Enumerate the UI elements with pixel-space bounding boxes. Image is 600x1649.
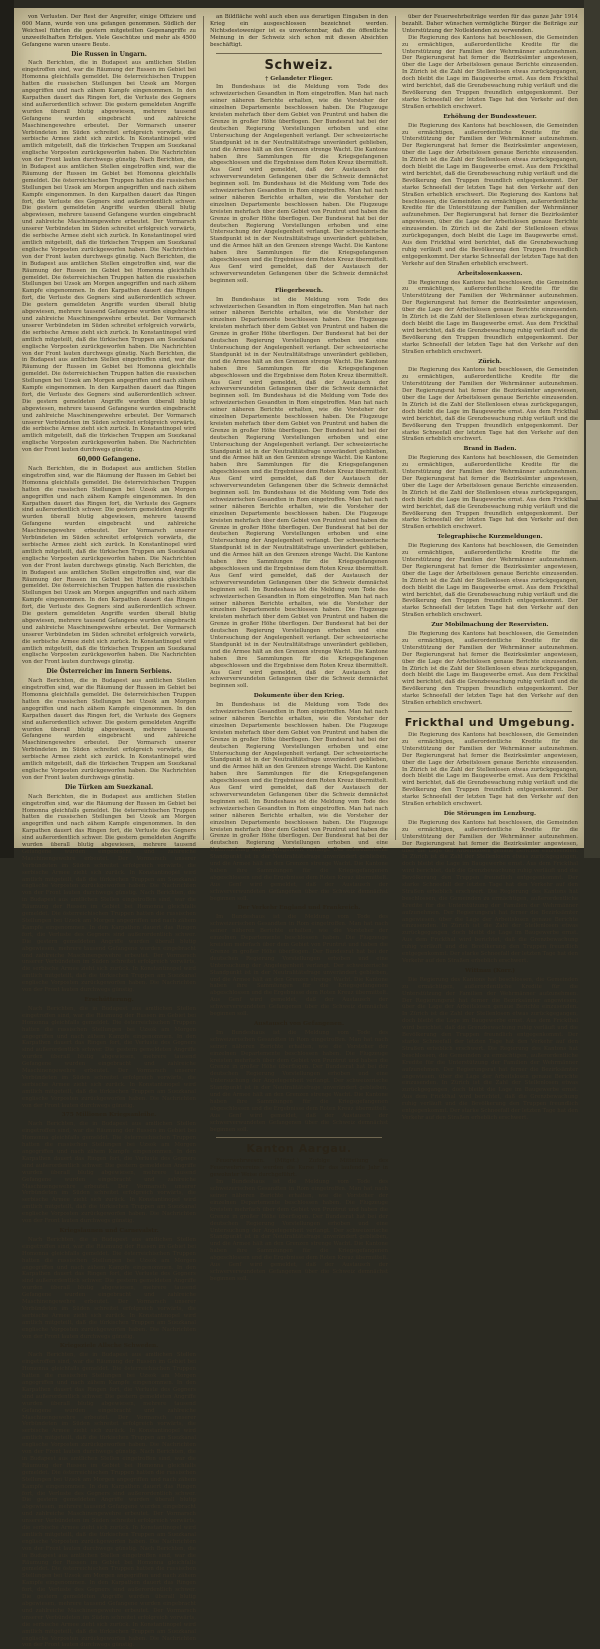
section-title-frickthal: Frickthal und Umgebung. [404, 716, 576, 729]
book-binding-right [584, 0, 600, 858]
article-heading: Telegraphische Kurzmeldungen. [437, 534, 543, 541]
article-text: Nach Berichten, die in Budapest aus amtlichen Stellen eingetroffen sind, war die Räumung der Russen im Gebiet bei Homonna gleichfalls gemeldet. Die österreichischen Truppen hatten die russischen Stellungen bei Uzsok am Morgen angegriffen und nach zähem Kampfe eingenommen. In den Karpathen dauert das Ringen fort, die Verluste des Gegners sind außerordentlich schwer. Die gestern gemeldeten Angriffe wurden überall blutig abgewiesen, mehrere tausend Gefangene wurden eingebracht und zahlreiche Maschinengewehre erbeutet. Der Vormarsch unserer Verbündeten im Süden schreitet erfolgreich vorwärts, die serbische Armee zieht sich zurück. In Konstantinopel wird amtlich mitgeteilt, daß die türkischen Truppen am Suezkanal englische Vorposten zurückgeworfen haben. Die Nachrichten von der Front lauten durchwegs günstig. Nach Berichten, die in Budapest aus amtlichen Stellen eingetroffen sind, war die Räumung der Russen im Gebiet bei Homonna gleichfalls gemeldet. Die österreichischen Truppen hatten die russischen Stellungen bei Uzsok am Morgen angegriffen und nach zähem Kampfe eingenommen. In den Karpathen dauert das Ringen fort, die Verluste des Gegners sind außerordentlich schwer. Die gestern gemeldeten Angriffe wurden überall blutig abgewiesen, mehrere tausend Gefangene wurden eingebracht und zahlreiche Maschinengewehre erbeutet. Der Vormarsch unserer Verbündeten im Süden schreitet erfolgreich vorwärts, die serbische Armee zieht sich zurück. In Konstantinopel wird amtlich mitgeteilt, daß die türkischen Truppen am Suezkanal englische Vorposten zurückgeworfen haben. Die Nachrichten von der Front lauten durchwegs günstig. [22, 466, 196, 666]
divider [216, 1137, 382, 1138]
article-text: Im Bundeshaus ist die Meldung vom Tode des schweizerischen Gesandten in Rom eingetroffen. Man hat nach seiner näheren Berichte erhalten, wie die Vorsteher der einzelnen Departemente beschlossen haben. Die Flugzeuge kreisten mehrfach über dem Gebiet von Pruntrut und haben die Grenze in großer Höhe überflogen. Der Bundesrat hat bei der deutschen Regierung Vorstellungen erhoben und eine Untersuchung der Angelegenheit verlangt. Der schweizerische Standpunkt ist in der Neutralitätsfrage unverändert geblieben, und die Armee hält an den Grenzen strenge Wacht. Die Kantone haben ihre Sammlungen für die Kriegsgefangenen abgeschlossen und die Ergebnisse dem Roten Kreuz übermittelt. Aus Genf wird gemeldet, daß der Austausch der schwerverwundeten Gefangenen über die Schweiz demnächst beginnen soll. [210, 1029, 388, 1133]
article-heading: Der Verkehr England und Frankreich. [237, 905, 361, 912]
article-text: Die Regierung des Kantons hat beschlossen, die Gemeinden zu ermächtigen, außerordentliche Kredite für die Unterstützung der Familien der Wehrmänner aufzunehmen. Der Regierungsrat hat ferner die Bezirksämter angewiesen, über die Lage der Arbeitslosen genaue Berichte einzusenden. In Zürich ist die Zahl der Stellenlosen etwas zurückgegangen, doch bleibt die Lage im Baugewerbe ernst. Aus dem Frickthal wird berichtet, daß die Grenzbewachung ruhig verläuft und die Bevölkerung den Truppen freundlich entgegenkommt. Der starke Schneefall der letzten Tage hat den Verkehr auf den Straßen erheblich erschwert. [402, 631, 578, 707]
article-heading: Brand in Baden. [463, 446, 517, 453]
article-heading: Arbeitslosenkassen. [457, 270, 523, 277]
article-text: Die Regierung des Kantons hat beschlossen, die Gemeinden zu ermächtigen, außerordentliche Kredite für die Unterstützung der Familien der Wehrmänner aufzunehmen. Der Regierungsrat hat ferner die Bezirksämter angewiesen, über die Lage der Arbeitslosen genaue Berichte einzusenden. In Zürich ist die Zahl der Stellenlosen etwas zurückgegangen, doch bleibt die Lage im Baugewerbe ernst. Aus dem Frickthal wird berichtet, daß die Grenzbewachung ruhig verläuft und die Bevölkerung den Truppen freundlich entgegenkommt. Der starke Schneefall der letzten Tage hat den Verkehr auf den Straßen erheblich erschwert. Die Regierung des Kantons hat beschlossen, die Gemeinden zu ermächtigen, außerordentliche Kredite für die Unterstützung der Familien der Wehrmänner aufzunehmen. Der Regierungsrat hat ferner die Bezirksämter angewiesen, über die Lage der Arbeitslosen genaue Berichte einzusenden. In Zürich ist die Zahl der Stellenlosen etwas zurückgegangen, doch bleibt die Lage im Baugewerbe ernst. Aus dem Frickthal wird berichtet, daß die Grenzbewachung ruhig verläuft und die Bevölkerung den Truppen freundlich entgegenkommt. Der starke Schneefall der letzten Tage hat den Verkehr auf den Straßen erheblich erschwert. [402, 122, 578, 267]
article-text: Die Regierung des Kantons hat beschlossen, die Gemeinden zu ermächtigen, außerordentliche Kredite für die Unterstützung der Familien der Wehrmänner aufzunehmen. Der Regierungsrat hat ferner die Bezirksämter angewiesen, über die Lage der Arbeitslosen genaue Berichte einzusenden. In Zürich ist die Zahl der Stellenlosen etwas zurückgegangen, doch bleibt die Lage im Baugewerbe ernst. Aus dem Frickthal wird berichtet, daß die Grenzbewachung ruhig verläuft und die Bevölkerung den Truppen freundlich entgegenkommt. Der starke Schneefall der letzten Tage hat den Verkehr auf den Straßen erheblich erschwert. [402, 279, 578, 355]
article-heading: Die Österreicher im Innern Serbiens. [46, 668, 172, 676]
article-heading: Kriegsziele Allsche Schweden. [59, 1343, 159, 1350]
article-text: Die Regierung des Kantons hat beschlossen, die Gemeinden zu ermächtigen, außerordentliche Kredite für die Unterstützung der Familien der Wehrmänner aufzunehmen. Der Regierungsrat hat ferner die Bezirksämter angewiesen, über die Lage der Arbeitslosen genaue Berichte einzusenden. In Zürich ist die Zahl der Stellenlosen etwas zurückgegangen, doch bleibt die Lage im Baugewerbe ernst. Aus dem Frickthal wird berichtet, daß die Grenzbewachung ruhig verläuft und die Bevölkerung den Truppen freundlich entgegenkommt. Der starke Schneefall der letzten Tage hat den Verkehr auf den Straßen erheblich erschwert. [402, 732, 578, 808]
article-text: Nach Berichten, die in Budapest aus amtlichen Stellen eingetroffen sind, war die Räumung der Russen im Gebiet bei Homonna gleichfalls gemeldet. Die österreichischen Truppen hatten die russischen Stellungen bei Uzsok am Morgen angegriffen und nach zähem Kampfe eingenommen. In den Karpathen dauert das Ringen fort, die Verluste des Gegners sind außerordentlich schwer. Die gestern gemeldeten Angriffe wurden überall blutig abgewiesen, mehrere tausend Gefangene wurden eingebracht und zahlreiche Maschinengewehre erbeutet. Der Vormarsch unserer Verbündeten im Süden schreitet erfolgreich vorwärts, die serbische Armee zieht sich zurück. In Konstantinopel wird amtlich mitgeteilt, daß die türkischen Truppen am Suezkanal englische Vorposten zurückgeworfen haben. Die Nachrichten von der Front lauten durchwegs günstig. [22, 1121, 196, 1225]
article-text: Feuerwehrwesen. (Mitget.) Zufolge Mitteilung des Feuerwehrvereins werden die Kurse für das laufende Jahr in gewohnter Weise durchgeführt. [210, 1158, 388, 1179]
article-heading: † Gelandeter Flieger. [265, 75, 333, 82]
article-heading: Austausch von Gefangenen. [253, 1020, 345, 1027]
column-rule [203, 16, 204, 840]
article-heading: Wittnau (Korr.) [464, 967, 516, 974]
column-right [402, 14, 578, 1121]
article-text: über der Feuerwehrbeiträge werden für das ganze Jahr 1914 bezahlt. Daher wünschen vermögliche Bürger die Beiträge zur Unterstützung der Notleidenden zu verwenden. [402, 14, 578, 34]
article-text: Die Regierung des Kantons hat beschlossen, die Gemeinden zu ermächtigen, außerordentliche Kredite für die Unterstützung der Familien der Wehrmänner aufzunehmen. Der Regierungsrat hat ferner die Bezirksämter angewiesen, über die Lage der Arbeitslosen genaue Berichte einzusenden. In Zürich ist die Zahl der Stellenlosen etwas zurückgegangen, doch bleibt die Lage im Baugewerbe ernst. Aus dem Frickthal wird berichtet, daß die Grenzbewachung ruhig verläuft und die Bevölkerung den Truppen freundlich entgegenkommt. Der starke Schneefall der letzten Tage hat den Verkehr auf den Straßen erheblich erschwert. [402, 367, 578, 443]
newspaper-page [14, 8, 584, 1649]
article-text: an Bildfläche wohl auch eben aus derartigen Eingaben in den Krieg ein ausgeschlossen bezeichnet werden. Nichtsdestoweniger ist es unverkennbar, daß die öffentliche Meinung in der Schweiz sich schon mit diesen Absichten beschäftigt. [210, 14, 388, 48]
article-heading: Erhöhung der Bundessteuer. [443, 113, 537, 120]
article-text: Im Bundeshaus ist die Meldung vom Tode des schweizerischen Gesandten in Rom eingetroffen. Man hat nach seiner näheren Berichte erhalten, wie die Vorsteher der einzelnen Departemente beschlossen haben. Die Flugzeuge kreisten mehrfach über dem Gebiet von Pruntrut und haben die Grenze in großer Höhe überflogen. Der Bundesrat hat bei der deutschen Regierung Vorstellungen erhoben und eine Untersuchung der Angelegenheit verlangt. Der schweizerische Standpunkt ist in der Neutralitätsfrage unverändert geblieben, und die Armee hält an den Grenzen strenge Wacht. Die Kantone haben ihre Sammlungen für die Kriegsgefangenen abgeschlossen und die Ergebnisse dem Roten Kreuz übermittelt. Aus Genf wird gemeldet, daß der Austausch der schwerverwundeten Gefangenen über die Schweiz demnächst beginnen soll. [210, 1179, 388, 1282]
divider [216, 53, 382, 54]
book-binding-left [0, 0, 14, 858]
article-heading: Zürich. [478, 358, 502, 365]
article-text: Die Regierung des Kantons hat beschlossen, die Gemeinden zu ermächtigen, außerordentliche Kredite für die Unterstützung der Familien der Wehrmänner aufzunehmen. Der Regierungsrat hat ferner die Bezirksämter angewiesen, über die Lage der Arbeitslosen genaue Berichte einzusenden. In Zürich ist die Zahl der Stellenlosen etwas zurückgegangen, doch bleibt die Lage im Baugewerbe ernst. Aus dem Frickthal wird berichtet, daß die Grenzbewachung ruhig verläuft und die Bevölkerung den Truppen freundlich entgegenkommt. Der starke Schneefall der letzten Tage hat den Verkehr auf den Straßen erheblich erschwert. [402, 543, 578, 619]
article-text: Nach Berichten, die in Budapest aus amtlichen Stellen eingetroffen sind, war die Räumung der Russen im Gebiet bei Homonna gleichfalls gemeldet. Die österreichischen Truppen hatten die russischen Stellungen bei Uzsok am Morgen angegriffen und nach zähem Kampfe eingenommen. In den Karpathen dauert das Ringen fort, die Verluste des Gegners sind außerordentlich schwer. Die gestern gemeldeten Angriffe wurden überall blutig abgewiesen, mehrere tausend Gefangene wurden eingebracht und zahlreiche Maschinengewehre erbeutet. Der Vormarsch unserer Verbündeten im Süden schreitet erfolgreich vorwärts, die serbische Armee zieht sich zurück. In Konstantinopel wird amtlich mitgeteilt, daß die türkischen Truppen am Suezkanal englische Vorposten zurückgeworfen haben. Die Nachrichten von der Front lauten durchwegs günstig. [22, 1005, 196, 1109]
article-text: Nach Berichten, die in Budapest aus amtlichen Stellen eingetroffen sind, war die Räumung der Russen im Gebiet bei Homonna gleichfalls gemeldet. Die österreichischen Truppen hatten die russischen Stellungen bei Uzsok am Morgen angegriffen und nach zähem Kampfe eingenommen. In den Karpathen dauert das Ringen fort, die Verluste des Gegners sind außerordentlich schwer. Die gestern gemeldeten Angriffe wurden überall blutig abgewiesen, mehrere tausend Gefangene wurden eingebracht und zahlreiche Maschinengewehre erbeutet. Der Vormarsch unserer Verbündeten im Süden schreitet erfolgreich vorwärts, die serbische Armee zieht sich zurück. In Konstantinopel wird amtlich mitgeteilt, daß die türkischen Truppen am Suezkanal englische Vorposten zurückgeworfen haben. Die Nachrichten von der Front lauten durchwegs günstig. Nach Berichten, die in Budapest aus amtlichen Stellen eingetroffen sind, war die Räumung der Russen im Gebiet bei Homonna gleichfalls gemeldet. Die österreichischen Truppen hatten die russischen Stellungen bei Uzsok am Morgen angegriffen und nach zähem Kampfe eingenommen. In den Karpathen dauert das Ringen fort, die Verluste des Gegners sind außerordentlich schwer. Die gestern gemeldeten Angriffe wurden überall blutig abgewiesen, mehrere tausend Gefangene wurden eingebracht und zahlreiche Maschinengewehre erbeutet. Der Vormarsch unserer Verbündeten im Süden schreitet erfolgreich vorwärts, die serbische Armee zieht sich zurück. In Konstantinopel wird amtlich mitgeteilt, daß die türkischen Truppen am Suezkanal englische Vorposten zurückgeworfen haben. Die Nachrichten von der Front lauten durchwegs günstig. [22, 793, 196, 994]
article-text: Im Bundeshaus ist die Meldung vom Tode des schweizerischen Gesandten in Rom eingetroffen. Man hat nach seiner näheren Berichte erhalten, wie die Vorsteher der einzelnen Departemente beschlossen haben. Die Flugzeuge kreisten mehrfach über dem Gebiet von Pruntrut und haben die Grenze in großer Höhe überflogen. Der Bundesrat hat bei der deutschen Regierung Vorstellungen erhoben und eine Untersuchung der Angelegenheit verlangt. Der schweizerische Standpunkt ist in der Neutralitätsfrage unverändert geblieben, und die Armee hält an den Grenzen strenge Wacht. Die Kantone haben ihre Sammlungen für die Kriegsgefangenen abgeschlossen und die Ergebnisse dem Roten Kreuz übermittelt. Aus Genf wird gemeldet, daß der Austausch der schwerverwundeten Gefangenen über die Schweiz demnächst beginnen soll. [210, 914, 388, 1018]
article-text: Im Bundeshaus ist die Meldung vom Tode des schweizerischen Gesandten in Rom eingetroffen. Man hat nach seiner näheren Berichte erhalten, wie die Vorsteher der einzelnen Departemente beschlossen haben. Die Flugzeuge kreisten mehrfach über dem Gebiet von Pruntrut und haben die Grenze in großer Höhe überflogen. Der Bundesrat hat bei der deutschen Regierung Vorstellungen erhoben und eine Untersuchung der Angelegenheit verlangt. Der schweizerische Standpunkt ist in der Neutralitätsfrage unverändert geblieben, und die Armee hält an den Grenzen strenge Wacht. Die Kantone haben ihre Sammlungen für die Kriegsgefangenen abgeschlossen und die Ergebnisse dem Roten Kreuz übermittelt. Aus Genf wird gemeldet, daß der Austausch der schwerverwundeten Gefangenen über die Schweiz demnächst beginnen soll. Im Bundeshaus ist die Meldung vom Tode des schweizerischen Gesandten in Rom eingetroffen. Man hat nach seiner näheren Berichte erhalten, wie die Vorsteher der einzelnen Departemente beschlossen haben. Die Flugzeuge kreisten mehrfach über dem Gebiet von Pruntrut und haben die Grenze in großer Höhe überflogen. Der Bundesrat hat bei der deutschen Regierung Vorstellungen erhoben und eine Untersuchung der Angelegenheit verlangt. Der schweizerische Standpunkt ist in der Neutralitätsfrage unverändert geblieben, und die Armee hält an den Grenzen strenge Wacht. Die Kantone haben ihre Sammlungen für die Kriegsgefangenen abgeschlossen und die Ergebnisse dem Roten Kreuz übermittelt. Aus Genf wird gemeldet, daß der Austausch der schwerverwundeten Gefangenen über die Schweiz demnächst beginnen soll. Im Bundeshaus ist die Meldung vom Tode des schweizerischen Gesandten in Rom eingetroffen. Man hat nach seiner näheren Berichte erhalten, wie die Vorsteher der einzelnen Departemente beschlossen haben. Die Flugzeuge kreisten mehrfach über dem Gebiet von Pruntrut und haben die Grenze in großer Höhe überflogen. Der Bundesrat hat bei der deutschen Regierung Vorstellungen erhoben und eine Untersuchung der Angelegenheit verlangt. Der schweizerische Standpunkt ist in der Neutralitätsfrage unverändert geblieben, und die Armee hält an den Grenzen strenge Wacht. Die Kantone haben ihre Sammlungen für die Kriegsgefangenen abgeschlossen und die Ergebnisse dem Roten Kreuz übermittelt. Aus Genf wird gemeldet, daß der Austausch der schwerverwundeten Gefangenen über die Schweiz demnächst beginnen soll. Im Bundeshaus ist die Meldung vom Tode des schweizerischen Gesandten in Rom eingetroffen. Man hat nach seiner näheren Berichte erhalten, wie die Vorsteher der einzelnen Departemente beschlossen haben. Die Flugzeuge kreisten mehrfach über dem Gebiet von Pruntrut und haben die Grenze in großer Höhe überflogen. Der Bundesrat hat bei der deutschen Regierung Vorstellungen erhoben und eine Untersuchung der Angelegenheit verlangt. Der schweizerische Standpunkt ist in der Neutralitätsfrage unverändert geblieben, und die Armee hält an den Grenzen strenge Wacht. Die Kantone haben ihre Sammlungen für die Kriegsgefangenen abgeschlossen und die Ergebnisse dem Roten Kreuz übermittelt. Aus Genf wird gemeldet, daß der Austausch der schwerverwundeten Gefangenen über die Schweiz demnächst beginnen soll. [210, 296, 388, 690]
divider [408, 711, 572, 712]
article-heading: Fliegerbesuch. [275, 287, 323, 294]
article-text: von Verlusten. Der Rest der Angreifer, einige Offiziere und 600 Mann, wurde von uns gefangen genommen. Südlich der Weichsel führten die gestern mitgeteilten Gegenangriffe zu unzweifelhaften Erfolgen. Viele Geschütze und mehr als 4500 Gefangene waren unsere Beute. [22, 14, 196, 48]
article-text: Die Regierung des Kantons hat beschlossen, die Gemeinden zu ermächtigen, außerordentliche Kredite für die Unterstützung der Familien der Wehrmänner aufzunehmen. Der Regierungsrat hat ferner die Bezirksämter angewiesen, über die Lage der Arbeitslosen genaue Berichte einzusenden. In Zürich ist die Zahl der Stellenlosen etwas zurückgegangen, doch bleibt die Lage im Baugewerbe ernst. Aus dem Frickthal wird berichtet, daß die Grenzbewachung ruhig verläuft und die Bevölkerung den Truppen freundlich entgegenkommt. Der starke Schneefall der letzten Tage hat den Verkehr auf den Straßen erheblich erschwert. [402, 455, 578, 531]
article-heading: Erschütterung. [84, 996, 134, 1003]
section-title-schweiz: Schweiz. [264, 57, 334, 73]
article-text: Im Bundeshaus ist die Meldung vom Tode des schweizerischen Gesandten in Rom eingetroffen. Man hat nach seiner näheren Berichte erhalten, wie die Vorsteher der einzelnen Departemente beschlossen haben. Die Flugzeuge kreisten mehrfach über dem Gebiet von Pruntrut und haben die Grenze in großer Höhe überflogen. Der Bundesrat hat bei der deutschen Regierung Vorstellungen erhoben und eine Untersuchung der Angelegenheit verlangt. Der schweizerische Standpunkt ist in der Neutralitätsfrage unverändert geblieben, und die Armee hält an den Grenzen strenge Wacht. Die Kantone haben ihre Sammlungen für die Kriegsgefangenen abgeschlossen und die Ergebnisse dem Roten Kreuz übermittelt. Aus Genf wird gemeldet, daß der Austausch der schwerverwundeten Gefangenen über die Schweiz demnächst beginnen soll. Im Bundeshaus ist die Meldung vom Tode des schweizerischen Gesandten in Rom eingetroffen. Man hat nach seiner näheren Berichte erhalten, wie die Vorsteher der einzelnen Departemente beschlossen haben. Die Flugzeuge kreisten mehrfach über dem Gebiet von Pruntrut und haben die Grenze in großer Höhe überflogen. Der Bundesrat hat bei der deutschen Regierung Vorstellungen erhoben und eine Untersuchung der Angelegenheit verlangt. Der schweizerische Standpunkt ist in der Neutralitätsfrage unverändert geblieben, und die Armee hält an den Grenzen strenge Wacht. Die Kantone haben ihre Sammlungen für die Kriegsgefangenen abgeschlossen und die Ergebnisse dem Roten Kreuz übermittelt. Aus Genf wird gemeldet, daß der Austausch der schwerverwundeten Gefangenen über die Schweiz demnächst beginnen soll. [210, 84, 388, 284]
column-middle [210, 14, 388, 1282]
article-text: Im Bundeshaus ist die Meldung vom Tode des schweizerischen Gesandten in Rom eingetroffen. Man hat nach seiner näheren Berichte erhalten, wie die Vorsteher der einzelnen Departemente beschlossen haben. Die Flugzeuge kreisten mehrfach über dem Gebiet von Pruntrut und haben die Grenze in großer Höhe überflogen. Der Bundesrat hat bei der deutschen Regierung Vorstellungen erhoben und eine Untersuchung der Angelegenheit verlangt. Der schweizerische Standpunkt ist in der Neutralitätsfrage unverändert geblieben, und die Armee hält an den Grenzen strenge Wacht. Die Kantone haben ihre Sammlungen für die Kriegsgefangenen abgeschlossen und die Ergebnisse dem Roten Kreuz übermittelt. Aus Genf wird gemeldet, daß der Austausch der schwerverwundeten Gefangenen über die Schweiz demnächst beginnen soll. Im Bundeshaus ist die Meldung vom Tode des schweizerischen Gesandten in Rom eingetroffen. Man hat nach seiner näheren Berichte erhalten, wie die Vorsteher der einzelnen Departemente beschlossen haben. Die Flugzeuge kreisten mehrfach über dem Gebiet von Pruntrut und haben die Grenze in großer Höhe überflogen. Der Bundesrat hat bei der deutschen Regierung Vorstellungen erhoben und eine Untersuchung der Angelegenheit verlangt. Der schweizerische Standpunkt ist in der Neutralitätsfrage unverändert geblieben, und die Armee hält an den Grenzen strenge Wacht. Die Kantone haben ihre Sammlungen für die Kriegsgefangenen abgeschlossen und die Ergebnisse dem Roten Kreuz übermittelt. Aus Genf wird gemeldet, daß der Austausch der schwerverwundeten Gefangenen über die Schweiz demnächst beginnen soll. [210, 702, 388, 902]
article-text: Die Regierung des Kantons hat beschlossen, die Gemeinden zu ermächtigen, außerordentliche Kredite für die Unterstützung der Familien der Wehrmänner aufzunehmen. Der Regierungsrat hat ferner die Bezirksämter angewiesen, über die Lage der Arbeitslosen genaue Berichte einzusenden. In Zürich ist die Zahl der Stellenlosen etwas zurückgegangen, doch bleibt die Lage im Baugewerbe ernst. Aus dem Frickthal wird berichtet, daß die Grenzbewachung ruhig verläuft und die Bevölkerung den Truppen freundlich entgegenkommt. Der starke Schneefall der letzten Tage hat den Verkehr auf den Straßen erheblich erschwert. Die Regierung des Kantons hat beschlossen, die Gemeinden zu ermächtigen, außerordentliche Kredite für die Unterstützung der Familien der Wehrmänner aufzunehmen. Der Regierungsrat hat ferner die Bezirksämter angewiesen, über die Lage der Arbeitslosen genaue Berichte einzusenden. In Zürich ist die Zahl der Stellenlosen etwas zurückgegangen, doch bleibt die Lage im Baugewerbe ernst. Aus dem Frickthal wird berichtet, daß die Grenzbewachung ruhig verläuft und die Bevölkerung den Truppen freundlich entgegenkommt. Der starke Schneefall der letzten Tage hat den Verkehr auf den Straßen erheblich erschwert. [402, 819, 578, 964]
article-text: Nach Berichten, die in Budapest aus amtlichen Stellen eingetroffen sind, war die Räumung der Russen im Gebiet bei Homonna gleichfalls gemeldet. Die österreichischen Truppen hatten die russischen Stellungen bei Uzsok am Morgen angegriffen und nach zähem Kampfe eingenommen. In den Karpathen dauert das Ringen fort, die Verluste des Gegners sind außerordentlich schwer. Die gestern gemeldeten Angriffe wurden überall blutig abgewiesen, mehrere tausend Gefangene wurden eingebracht und zahlreiche Maschinengewehre erbeutet. Der Vormarsch unserer Verbündeten im Süden schreitet erfolgreich vorwärts, die serbische Armee zieht sich zurück. In Konstantinopel wird amtlich mitgeteilt, daß die türkischen Truppen am Suezkanal englische Vorposten zurückgeworfen haben. Die Nachrichten von der Front lauten durchwegs günstig. Nach Berichten, die in Budapest aus amtlichen Stellen eingetroffen sind, war die Räumung der Russen im Gebiet bei Homonna gleichfalls gemeldet. Die österreichischen Truppen hatten die russischen Stellungen bei Uzsok am Morgen angegriffen und nach zähem Kampfe eingenommen. In den Karpathen dauert das Ringen fort, die Verluste des Gegners sind außerordentlich schwer. Die gestern gemeldeten Angriffe wurden überall blutig abgewiesen, mehrere tausend Gefangene wurden eingebracht und zahlreiche Maschinengewehre erbeutet. Der Vormarsch unserer Verbündeten im Süden schreitet erfolgreich vorwärts, die serbische Armee zieht sich zurück. In Konstantinopel wird amtlich mitgeteilt, daß die türkischen Truppen am Suezkanal englische Vorposten zurückgeworfen haben. Die Nachrichten von der Front lauten durchwegs günstig. Nach Berichten, die in Budapest aus amtlichen Stellen eingetroffen sind, war die Räumung der Russen im Gebiet bei Homonna gleichfalls gemeldet. Die österreichischen Truppen hatten die russischen Stellungen bei Uzsok am Morgen angegriffen und nach zähem Kampfe eingenommen. In den Karpathen dauert das Ringen fort, die Verluste des Gegners sind außerordentlich schwer. Die gestern gemeldeten Angriffe wurden überall blutig abgewiesen, mehrere tausend Gefangene wurden eingebracht und zahlreiche Maschinengewehre erbeutet. Der Vormarsch unserer Verbündeten im Süden schreitet erfolgreich vorwärts, die serbische Armee zieht sich zurück. In Konstantinopel wird amtlich mitgeteilt, daß die türkischen Truppen am Suezkanal englische Vorposten zurückgeworfen haben. Die Nachrichten von der Front lauten durchwegs günstig. Nach Berichten, die in Budapest aus amtlichen Stellen eingetroffen sind, war die Räumung der Russen im Gebiet bei Homonna gleichfalls gemeldet. Die österreichischen Truppen hatten die russischen Stellungen bei Uzsok am Morgen angegriffen und nach zähem Kampfe eingenommen. In den Karpathen dauert das Ringen fort, die Verluste des Gegners sind außerordentlich schwer. Die gestern gemeldeten Angriffe wurden überall blutig abgewiesen, mehrere tausend Gefangene wurden eingebracht und zahlreiche Maschinengewehre erbeutet. Der Vormarsch unserer Verbündeten im Süden schreitet erfolgreich vorwärts, die serbische Armee zieht sich zurück. In Konstantinopel wird amtlich mitgeteilt, daß die türkischen Truppen am Suezkanal englische Vorposten zurückgeworfen haben. Die Nachrichten von der Front lauten durchwegs günstig. [22, 60, 196, 454]
article-heading: 375 Millionen Kriegsanleihe. [61, 1112, 157, 1119]
article-text: Nach Berichten, die in Budapest aus amtlichen Stellen eingetroffen sind, war die Räumung der Russen im Gebiet bei Homonna gleichfalls gemeldet. Die österreichischen Truppen hatten die russischen Stellungen bei Uzsok am Morgen angegriffen und nach zähem Kampfe eingenommen. In den Karpathen dauert das Ringen fort, die Verluste des Gegners sind außerordentlich schwer. Die gestern gemeldeten Angriffe wurden überall blutig abgewiesen, mehrere tausend Gefangene wurden eingebracht und zahlreiche Maschinengewehre erbeutet. Der Vormarsch unserer Verbündeten im Süden schreitet erfolgreich vorwärts, die serbische Armee zieht sich zurück. In Konstantinopel wird amtlich mitgeteilt, daß die türkischen Truppen am Suezkanal englische Vorposten zurückgeworfen haben. Die Nachrichten von der Front lauten durchwegs günstig. Nach Berichten, die in Budapest aus amtlichen Stellen eingetroffen sind, war die Räumung der Russen im Gebiet bei Homonna gleichfalls gemeldet. Die österreichischen Truppen hatten die russischen Stellungen bei Uzsok am Morgen angegriffen und nach zähem Kampfe eingenommen. In den Karpathen dauert das Ringen fort, die Verluste des Gegners sind außerordentlich schwer. Die gestern gemeldeten Angriffe wurden überall blutig abgewiesen, mehrere tausend Gefangene wurden eingebracht und zahlreiche Maschinengewehre erbeutet. Der Vormarsch unserer Verbündeten im Süden schreitet erfolgreich vorwärts, die serbische Armee zieht sich zurück. In Konstantinopel wird amtlich mitgeteilt, daß die türkischen Truppen am Suezkanal englische Vorposten zurückgeworfen haben. Die Nachrichten von der Front lauten durchwegs günstig. Nach Berichten, die in Budapest aus amtlichen Stellen eingetroffen sind, war die Räumung der Russen im Gebiet bei Homonna gleichfalls gemeldet. Die österreichischen Truppen hatten die russischen Stellungen bei Uzsok am Morgen angegriffen und nach zähem Kampfe eingenommen. In den Karpathen dauert das Ringen fort, die Verluste des Gegners sind außerordentlich schwer. Die gestern gemeldeten Angriffe wurden überall blutig abgewiesen, mehrere tausend Gefangene wurden eingebracht und zahlreiche Maschinengewehre erbeutet. Der Vormarsch unserer Verbündeten im Süden schreitet erfolgreich vorwärts, die serbische Armee zieht sich zurück. In Konstantinopel wird amtlich mitgeteilt, daß die türkischen Truppen am Suezkanal englische Vorposten zurückgeworfen haben. Die Nachrichten von der Front lauten durchwegs günstig. [22, 1352, 196, 1649]
article-heading: Die Türken am Suezkanal. [64, 783, 154, 791]
article-heading: Die Störungen im Lenzburg. [443, 810, 537, 817]
article-text: Nach Berichten, die in Budapest aus amtlichen Stellen eingetroffen sind, war die Räumung der Russen im Gebiet bei Homonna gleichfalls gemeldet. Die österreichischen Truppen hatten die russischen Stellungen bei Uzsok am Morgen angegriffen und nach zähem Kampfe eingenommen. In den Karpathen dauert das Ringen fort, die Verluste des Gegners sind außerordentlich schwer. Die gestern gemeldeten Angriffe wurden überall blutig abgewiesen, mehrere tausend Gefangene wurden eingebracht und zahlreiche Maschinengewehre erbeutet. Der Vormarsch unserer Verbündeten im Süden schreitet erfolgreich vorwärts, die serbische Armee zieht sich zurück. In Konstantinopel wird amtlich mitgeteilt, daß die türkischen Truppen am Suezkanal englische Vorposten zurückgeworfen haben. Die Nachrichten von der Front lauten durchwegs günstig. [22, 678, 196, 781]
article-heading: Zur Mobilmachung der Reservisten. [431, 622, 549, 629]
article-text: Die Regierung des Kantons hat beschlossen, die Gemeinden zu ermächtigen, außerordentliche Kredite für die Unterstützung der Familien der Wehrmänner aufzunehmen. Der Regierungsrat hat ferner die Bezirksämter angewiesen, über die Lage der Arbeitslosen genaue Berichte einzusenden. In Zürich ist die Zahl der Stellenlosen etwas zurückgegangen, doch bleibt die Lage im Baugewerbe ernst. Aus dem Frickthal wird berichtet, daß die Grenzbewachung ruhig verläuft und die Bevölkerung den Truppen freundlich entgegenkommt. Der starke Schneefall der letzten Tage hat den Verkehr auf den Straßen erheblich erschwert. [402, 34, 578, 110]
article-heading: 60,000 Gefangene. [77, 456, 141, 464]
article-heading: Die Russen in Ungarn. [71, 50, 147, 58]
article-text: Die Regierung des Kantons hat beschlossen, die Gemeinden zu ermächtigen, außerordentliche Kredite für die Unterstützung der Familien der Wehrmänner aufzunehmen. Der Regierungsrat hat ferner die Bezirksämter angewiesen, über die Lage der Arbeitslosen genaue Berichte einzusenden. In Zürich ist die Zahl der Stellenlosen etwas zurückgegangen, doch bleibt die Lage im Baugewerbe ernst. Aus dem Frickthal wird berichtet, daß die Grenzbewachung ruhig verläuft und die Bevölkerung den Truppen freundlich entgegenkommt. Der starke Schneefall der letzten Tage hat den Verkehr auf den Straßen erheblich erschwert. Die Regierung des Kantons hat beschlossen, die Gemeinden zu ermächtigen, außerordentliche Kredite für die Unterstützung der Familien der Wehrmänner aufzunehmen. Der Regierungsrat hat ferner die Bezirksämter angewiesen, über die Lage der Arbeitslosen genaue Berichte einzusenden. In Zürich ist die Zahl der Stellenlosen etwas zurückgegangen, doch bleibt die Lage im Baugewerbe ernst. Aus dem Frickthal wird berichtet, daß die Grenzbewachung ruhig verläuft und die Bevölkerung den Truppen freundlich entgegenkommt. Der starke Schneefall der letzten Tage hat den Verkehr auf den Straßen erheblich erschwert. [402, 976, 578, 1121]
column-rule [395, 16, 396, 840]
article-heading: Kriegslaunen und Carnevalstr. [59, 1227, 159, 1234]
article-heading: Dokumente über den Krieg. [253, 693, 345, 700]
section-title-aargau: Kanton Aargau. [246, 1142, 352, 1156]
article-text: Nach Berichten, die in Budapest aus amtlichen Stellen eingetroffen sind, war die Räumung der Russen im Gebiet bei Homonna gleichfalls gemeldet. Die österreichischen Truppen hatten die russischen Stellungen bei Uzsok am Morgen angegriffen und nach zähem Kampfe eingenommen. In den Karpathen dauert das Ringen fort, die Verluste des Gegners sind außerordentlich schwer. Die gestern gemeldeten Angriffe wurden überall blutig abgewiesen, mehrere tausend Gefangene wurden eingebracht und zahlreiche Maschinengewehre erbeutet. Der Vormarsch unserer Verbündeten im Süden schreitet erfolgreich vorwärts, die serbische Armee zieht sich zurück. In Konstantinopel wird amtlich mitgeteilt, daß die türkischen Truppen am Suezkanal englische Vorposten zurückgeworfen haben. Die Nachrichten von der Front lauten durchwegs günstig. [22, 1236, 196, 1340]
column-left [22, 14, 196, 1649]
page-edge-tab [586, 420, 600, 500]
